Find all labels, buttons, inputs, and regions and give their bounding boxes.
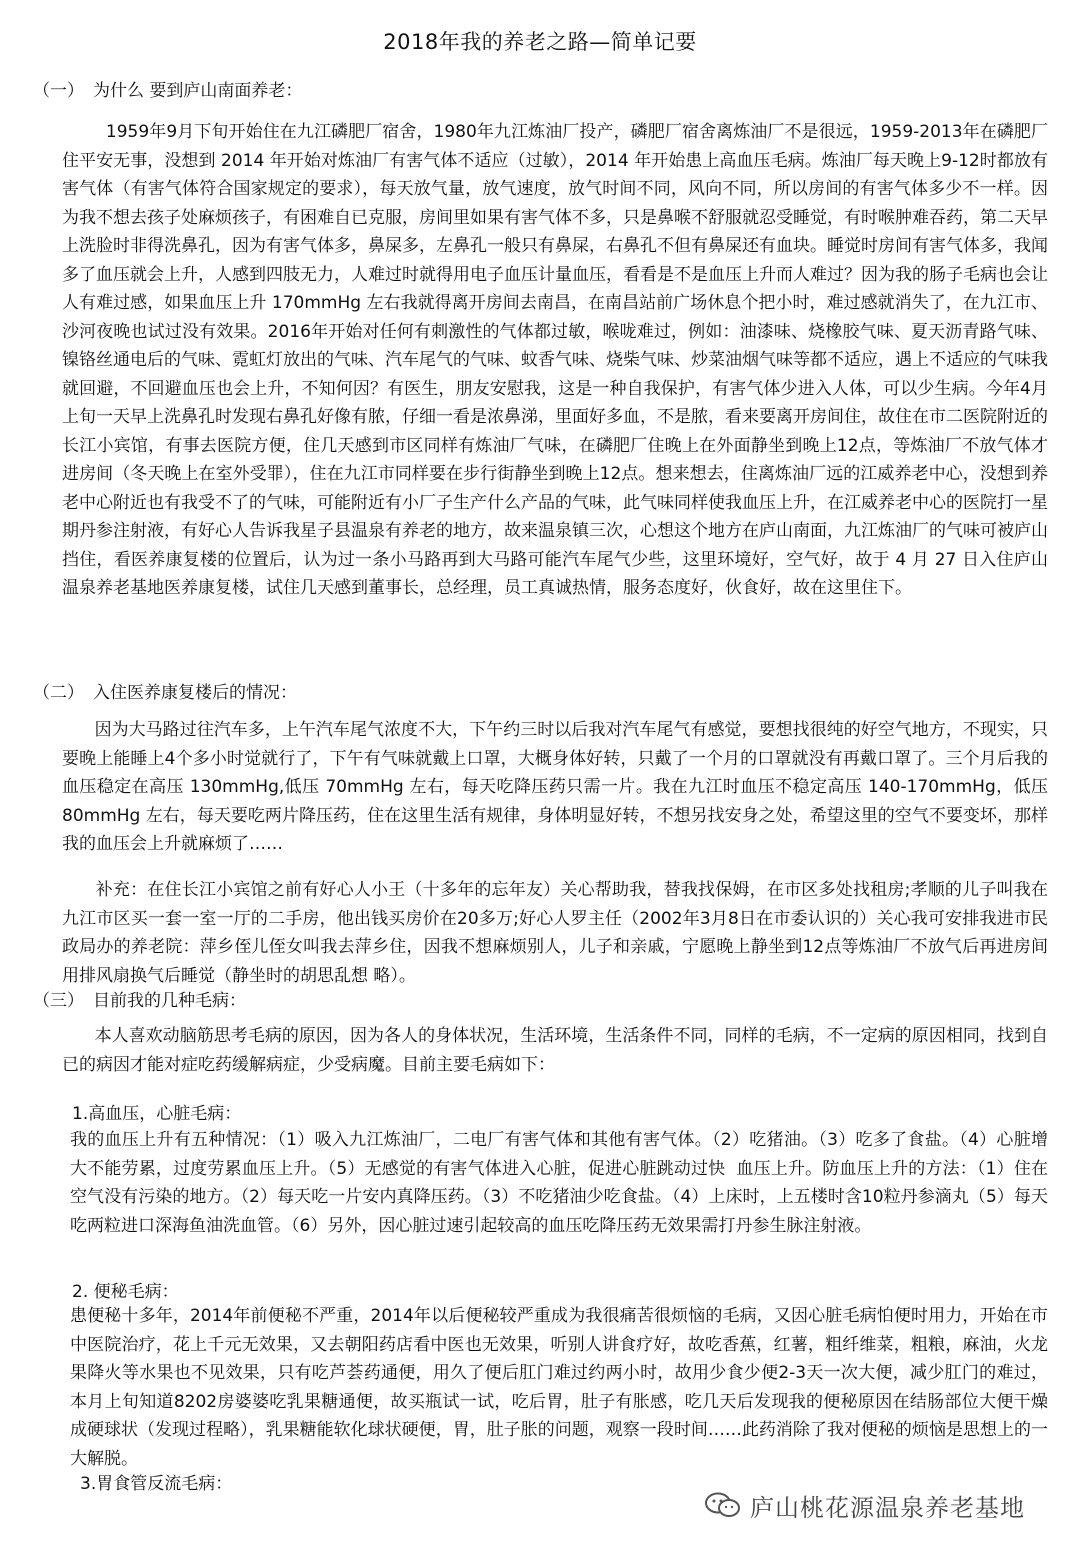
section-heading-1	[33, 76, 302, 101]
ailment-body-1: 我的血压上升有五种情况：（1）吸入九江炼油厂，二电厂有害气体和其他有害气体。（2）吃猪油。（3）吃多了食盐。（4）心脏增大不能劳累，过度劳累血压上升。（5）无感觉的有害气体进入心脏，促进心脏跳动过快 血压上升。防血压上升的方法：（1）住在空气没有污染的地方。（2）每天吃一片安内真降压药。（3）不吃猪油少吃食盐。（4）上床时，上五楼时含10粒丹参滴丸（5）每天吃两粒进口深海鱼油洗血管。（6）另外，因心脏过速引起较高的血压吃降压药无效果需打丹参生脉注射液。	[70, 1130, 1048, 1236]
section-heading-2	[33, 678, 297, 703]
document-title: 2018年我的养老之路—简单记要	[383, 30, 697, 54]
ailment-title-2: 2. 便秘毛病：	[72, 1282, 179, 1302]
ailment-title-3: 3.胃食管反流毛病：	[80, 1474, 233, 1494]
section-heading-3	[33, 986, 246, 1011]
ailment-title-1: 1.高血压，心脏毛病：	[72, 1104, 242, 1124]
section-3-paragraph: 本人喜欢动脑筋思考毛病的原因，因为各人的身体状况，生活环境，生活条件不同，同样的毛病，不一定病的原因相同，找到自已的病因才能对症吃药缓解病症，少受病魔。目前主要毛病如下：	[62, 1026, 1048, 1075]
section-heading-text: 入住医养康复楼后的情况：	[93, 683, 297, 703]
section-number: （一）	[33, 81, 84, 101]
watermark-text: 庐山桃花源温泉养老基地	[750, 1493, 1025, 1522]
wechat-watermark	[704, 1485, 1025, 1525]
section-number: （二）	[33, 683, 84, 703]
section-2-paragraph-1: 因为大马路过往汽车多，上午汽车尾气浓度不大，下午约三时以后我对汽车尾气有感觉，要想找很纯的好空气地方，不现实，只要晚上能睡上4个多小时觉就行了，下午有气味就戴上口罩，大概身体好转，只戴了一个月的口罩就没有再戴口罩了。三个月后我的血压稳定在高压 130mmHg,低压 70mmHg 左右，每天吃降压药只需一片。我在九江时血压不稳定高压 140-170mmHg，低压 80mmHg 左右，每天要吃两片降压药，住在这里生活有规律，身体明显好转，不想另找安身之处，希望这里的空气不要变坏，那样我的血压会上升就麻烦了……	[62, 720, 1054, 854]
wechat-icon	[704, 1491, 742, 1519]
section-number: （三）	[33, 991, 84, 1011]
section-1-paragraph: 1959年9月下旬开始住在九江磷肥厂宿舍，1980年九江炼油厂投产，磷肥厂宿舍离炼油厂不是很远，1959-2013年在磷肥厂住平安无事，没想到 2014 年开始对炼油厂有害气体不适应（过敏），2014 年开始患上高血压毛病。炼油厂每天晚上9-12时都放有害气体（有害气体符合国家规定的要求），每天放气量，放气速度，放气时间不同，风向不同，所以房间的有害气体多少不一样。因为我不想去孩子处麻烦孩子，有困难自已克服，房间里如果有害气体不多，只是鼻喉不舒服就忍受睡觉，有时喉肿难吞药，第二天早上洗脸时非得洗鼻孔，因为有害气体多，鼻屎多，左鼻孔一般只有鼻屎，右鼻孔不但有鼻屎还有血块。睡觉时房间有害气体多，我闻多了血压就会上升，人感到四肢无力，人难过时就得用电子血压计量血压，看看是不是血压上升而人难过？因为我的肠子毛病也会让人有难过感，如果血压上升 170mmHg 左右我就得离开房间去南昌，在南昌站前广场休息个把小时，难过感就消失了，在九江市、沙河夜晚也试过没有效果。2016年开始对任何有刺激性的气体都过敏，喉咙难过，例如：油漆味、烧橡胶气味、夏天沥青路气味、镍铬丝通电后的气味、霓虹灯放出的气味、汽车尾气的气味、蚊香气味、烧柴气味、炒菜油烟气味等都不适应，遇上不适应的气味我就回避，不回避血压也会上升，不知何因？有医生，朋友安慰我，这是一种自我保护，有害气体少进入人体，可以少生病。今年4月上旬一天早上洗鼻孔时发现右鼻孔好像有脓，仔细一看是浓鼻涕，里面好多血，不是脓，看来要离开房间住，故住在市二医院附近的长江小宾馆，有事去医院方便，住几天感到市区同样有炼油厂气味，在磷肥厂住晚上在外面静坐到晚上12点，等炼油厂不放气体才进房间（冬天晚上在室外受罪），住在九江市同样要在步行街静坐到晚上12点。想来想去，住离炼油厂远的江威养老中心，没想到养老中心附近也有我受不了的气味，可能附近有小厂子生产什么产品的气味，此气味同样使我血压上升，在江威养老中心的医院打一星期丹参注射液，有好心人告诉我星子县温泉有养老的地方，故来温泉镇三次，心想这个地方在庐山南面，九江炼油厂的气味可被庐山挡住，看医养康复楼的位置后，认为过一条小马路再到大马路可能汽车尾气少些，这里环境好，空气好，故于 4 月 27 日入住庐山温泉养老基地医养康复楼，试住几天感到董事长，总经理，员工真诚热情，服务态度好，伙食好，故在这里住下。	[62, 122, 1048, 598]
section-heading-text: 为什么 要到庐山南面养老：	[93, 81, 303, 101]
ailment-body-2: 患便秘十多年，2014年前便秘不严重，2014年以后便秘较严重成为我很痛苦很烦恼的毛病，又因心脏毛病怕便时用力，开始在市中医院治疗，花上千元无效果，又去朝阳药店看中医也无效果，听别人讲食疗好，故吃香蕉，红薯，粗纤维菜，粗粮，麻油，火龙果降火等水果也不见效果，只有吃芦荟药通便，用久了便后肛门难过约两小时，故用少食少便2-3天一次大便，减少肛门的难过，本月上旬知道8202房婆婆吃乳果糖通便，故买瓶试一试，吃后胃，肚子有胀感，吃几天后发现我的便秘原因在结肠部位大便干燥成硬球状（发现过程略），乳果糖能软化球状硬便，胃，肚子胀的问题，观察一段时间……此药消除了我对便秘的烦恼是思想上的一大解脱。	[70, 1306, 1048, 1469]
section-heading-text: 目前我的几种毛病：	[93, 991, 246, 1011]
section-2-paragraph-2: 补充：在住长江小宾馆之前有好心人小王（十多年的忘年友）关心帮助我，替我找保姆，在市区多处找租房;孝顺的儿子叫我在九江市区买一套一室一厅的二手房，他出钱买房价在20多万;好心人罗主任（2002年3月8日在市委认识的）关心我可安排我进市民政局办的养老院：萍乡侄儿侄女叫我去萍乡住，因我不想麻烦别人，儿子和亲戚，宁愿晚上静坐到12点等炼油厂不放气后再进房间用排风扇换气后睡觉（静坐时的胡思乱想 略）。	[62, 880, 1048, 986]
